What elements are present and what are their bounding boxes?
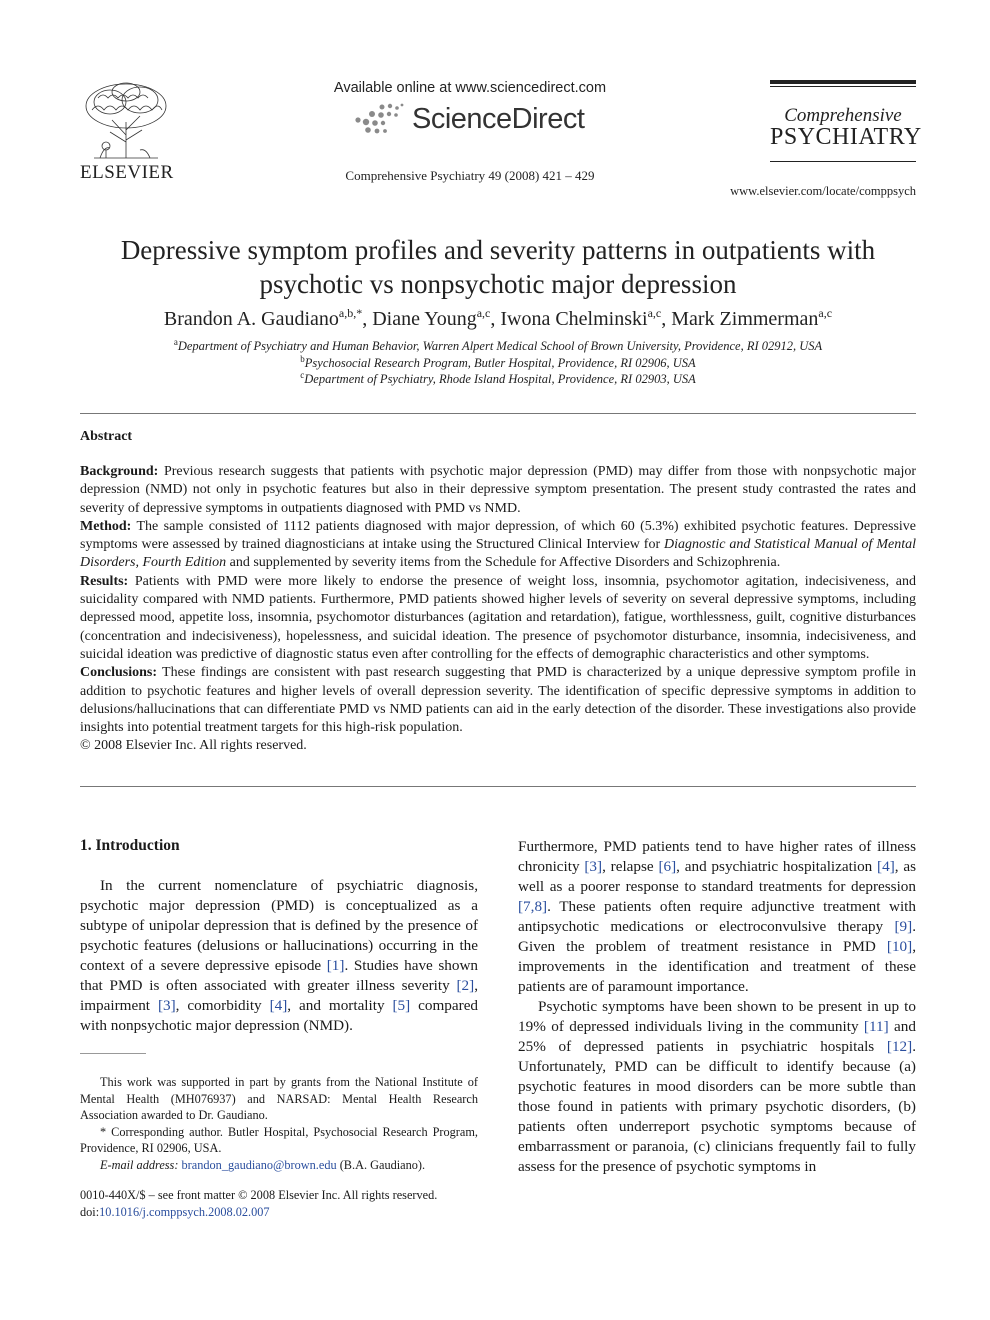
- email-link[interactable]: brandon_gaudiano@brown.edu: [181, 1157, 337, 1172]
- abstract-results: Results: Patients with PMD were more likely to endorse the presence of weight loss, insomnia, psychomotor agitation, indecisiveness, and suicidality compared with NMD patients. Furthermore, PMD patients showed higher levels of severity on several depressive symptoms, including depressed mood, appetite loss, insomnia, psychomotor disturbances (agitation and retardation), fatigue, worthlessness, guilt, cognitive disturbances (concentration and indecisiveness), hopelessness, and suicidal ideation. The presence of psychomotor disturbance, insomnia, indecisiveness, and suicidal ideation was predictive of diagnostic status even after controlling for the effects of demographic characteristics and other symptoms.: [80, 573, 916, 662]
- citation-link[interactable]: [12]: [886, 1038, 913, 1055]
- paragraph: In the current nomenclature of psychiatric diagnosis, psychotic major depression (PMD) is conceptualized as a subtype of unipolar depression that is defined by the presence of psychotic features (delusions or hallucinations) occurring in the context of a severe depressive episode [1]. Studies have shown that PMD is often associated with greater illness severity [2], impairment [3], comorbidity [4], and mortality [5] compared with nonpsychotic major depression (NMD).: [80, 877, 479, 1034]
- divider: [80, 413, 916, 414]
- article-title: Depressive symptom profiles and severity patterns in outpatients with psychotic vs nonpsychotic major depression: [120, 235, 876, 299]
- email-footnote: E-mail address: brandon_gaudiano@brown.edu (B.A. Gaudiano).: [100, 1157, 426, 1172]
- section-heading: 1. Introduction: [80, 837, 180, 854]
- citation-link[interactable]: [2]: [456, 977, 475, 994]
- citation-link[interactable]: [3]: [584, 858, 603, 875]
- author-name: Brandon A. Gaudiano: [163, 308, 339, 330]
- elsevier-tree-icon: [80, 80, 172, 160]
- journal-citation: Comprehensive Psychiatry 49 (2008) 421 – 429: [345, 168, 595, 183]
- sciencedirect-dots-icon: [352, 102, 404, 136]
- funding-footnote: This work was supported in part by grants from the National Institute of Mental Health (MH076937) and NARSAD: Mental Health Research Association awarded to Dr. Gaudiano.: [80, 1075, 478, 1122]
- body-column-right: [518, 837, 916, 1177]
- abstract-method: Method: The sample consisted of 1112 patients diagnosed with major depression, of which 60 (5.3%) exhibited psychotic features. Depressive symptoms were assessed by trained diagnosticians at intake using the Structured Clinical Interview for Diagnostic and Statistical Manual of Mental Disorders, Fourth Edition and supplemented by severity items from the Schedule for Affective Disorders and Schizophrenia.: [80, 518, 916, 571]
- citation-link[interactable]: [4]: [269, 997, 288, 1014]
- citation-link[interactable]: [6]: [658, 858, 677, 875]
- masthead-rule: [770, 86, 916, 87]
- doi-line: doi:10.1016/j.comppsych.2008.02.007: [80, 1204, 270, 1219]
- doi-link[interactable]: 10.1016/j.comppsych.2008.02.007: [99, 1204, 270, 1219]
- body-column-left: [80, 876, 478, 1036]
- copyright-notice: © 2008 Elsevier Inc. All rights reserved.: [80, 738, 307, 754]
- citation-link[interactable]: [5]: [392, 997, 411, 1014]
- footnotes: [80, 1074, 478, 1173]
- citation-link[interactable]: [11]: [863, 1018, 889, 1035]
- abstract-conclusions: Conclusions: These findings are consistent with past research suggesting that PMD is characterized by a unique depressive symptom profile in addition to psychotic features and higher levels of overall depression severity. The identification of specific depressive symptoms in addition to delusions/hallucinations that can differentiate PMD vs NMD patients can aid in the early detection of the disorder. These investigations also provide insights into potential treatment targets for this high-risk population.: [80, 665, 916, 736]
- sciencedirect-logo[interactable]: [352, 102, 584, 136]
- divider: [80, 786, 916, 787]
- abstract-body: [80, 463, 916, 756]
- paragraph: Furthermore, PMD patients tend to have higher rates of illness chronicity [3], relapse [6], and psychiatric hospitalization [4], as well as a poorer response to standard treatments for depression [7,8]. These patients often require adjunctive treatment with antipsychotic medications or electroconvulsive therapy [9]. Given the problem of treatment resistance in PMD [10], improvements in the identification and treatment of these patients are of paramount importance.: [518, 838, 916, 995]
- author-affil-marker: a,c: [476, 306, 491, 320]
- sciencedirect-wordmark: ScienceDirect: [412, 102, 585, 135]
- citation-link[interactable]: [1]: [326, 957, 345, 974]
- masthead-rule: [770, 161, 916, 162]
- citation-link[interactable]: [3]: [157, 997, 176, 1014]
- available-online-text: Available online at www.sciencedirect.com: [333, 80, 607, 96]
- citation-link[interactable]: [10]: [886, 938, 913, 955]
- author-affil-marker: a,c: [647, 306, 662, 320]
- author-name: Mark Zimmerman: [671, 308, 819, 330]
- affiliation: $^b$Psychosocial Research Program, Butler Hospital, Providence, RI 02906, USA: [300, 354, 696, 370]
- author-list: Brandon A. Gaudiano$^{a,b,*}$, Diane Young$^{a,c}$, Iwona Chelminski$^{a,c}$, Mark Zimmerman$^{a,c}$: [163, 306, 833, 330]
- citation-link[interactable]: [7,8]: [518, 898, 548, 915]
- abstract-background: Background: Previous research suggests that patients with psychotic major depression (PMD) may differ from those with nonpsychotic major depression (NMD) not only in psychotic features but also in their depressive symptom presentation. The present study contrasted the rates and severity of depressive symptoms in outpatients diagnosed with PMD vs NMD.: [80, 464, 916, 516]
- corresponding-footnote: * Corresponding author. Butler Hospital, Psychosocial Research Program, Providence, RI 02906, USA.: [80, 1124, 478, 1155]
- journal-masthead: [770, 80, 922, 162]
- author-affil-marker: a,b,*: [338, 306, 363, 320]
- citation-link[interactable]: [4]: [877, 858, 895, 875]
- author-name: Diane Young: [372, 308, 477, 330]
- abstract-heading: Abstract: [80, 429, 133, 444]
- author-affil-marker: a,c: [818, 306, 833, 320]
- footnote-rule: [80, 1053, 146, 1054]
- affiliation: $^c$Department of Psychiatry, Rhode Island Hospital, Providence, RI 02903, USA: [300, 370, 696, 386]
- front-matter: [80, 1187, 478, 1220]
- masthead-rule: [770, 80, 916, 84]
- paragraph: Psychotic symptoms have been shown to be present in up to 19% of depressed individuals living in the community [11] and 25% of depressed patients in psychiatric hospitals [12]. Unfortunately, PMD can be difficult to identify because (a) psychotic features in mood disorders can be more subtle than those found in patients with primary psychotic disorders, (b) patients often underreport psychotic symptoms because of embarrassment or paranoia, (c) clinicians frequently fail to fully assess for the presence of psychotic symptoms in: [518, 998, 916, 1175]
- issn-line: 0010-440X/$ – see front matter © 2008 Elsevier Inc. All rights reserved.: [80, 1188, 438, 1202]
- affiliation: $^a$Department of Psychiatry and Human Behavior, Warren Alpert Medical School of Brown University, Providence, RI 02912, USA: [173, 337, 823, 353]
- author-name: Iwona Chelminski: [500, 308, 648, 330]
- journal-url-link[interactable]: www.elsevier.com/locate/comppsych: [730, 184, 916, 198]
- journal-name-line1: Comprehensive: [784, 105, 902, 126]
- journal-name-line2: PSYCHIATRY: [770, 124, 922, 150]
- citation-link[interactable]: [9]: [894, 918, 913, 935]
- publisher-name: ELSEVIER: [80, 162, 174, 183]
- elsevier-logo: [80, 80, 172, 184]
